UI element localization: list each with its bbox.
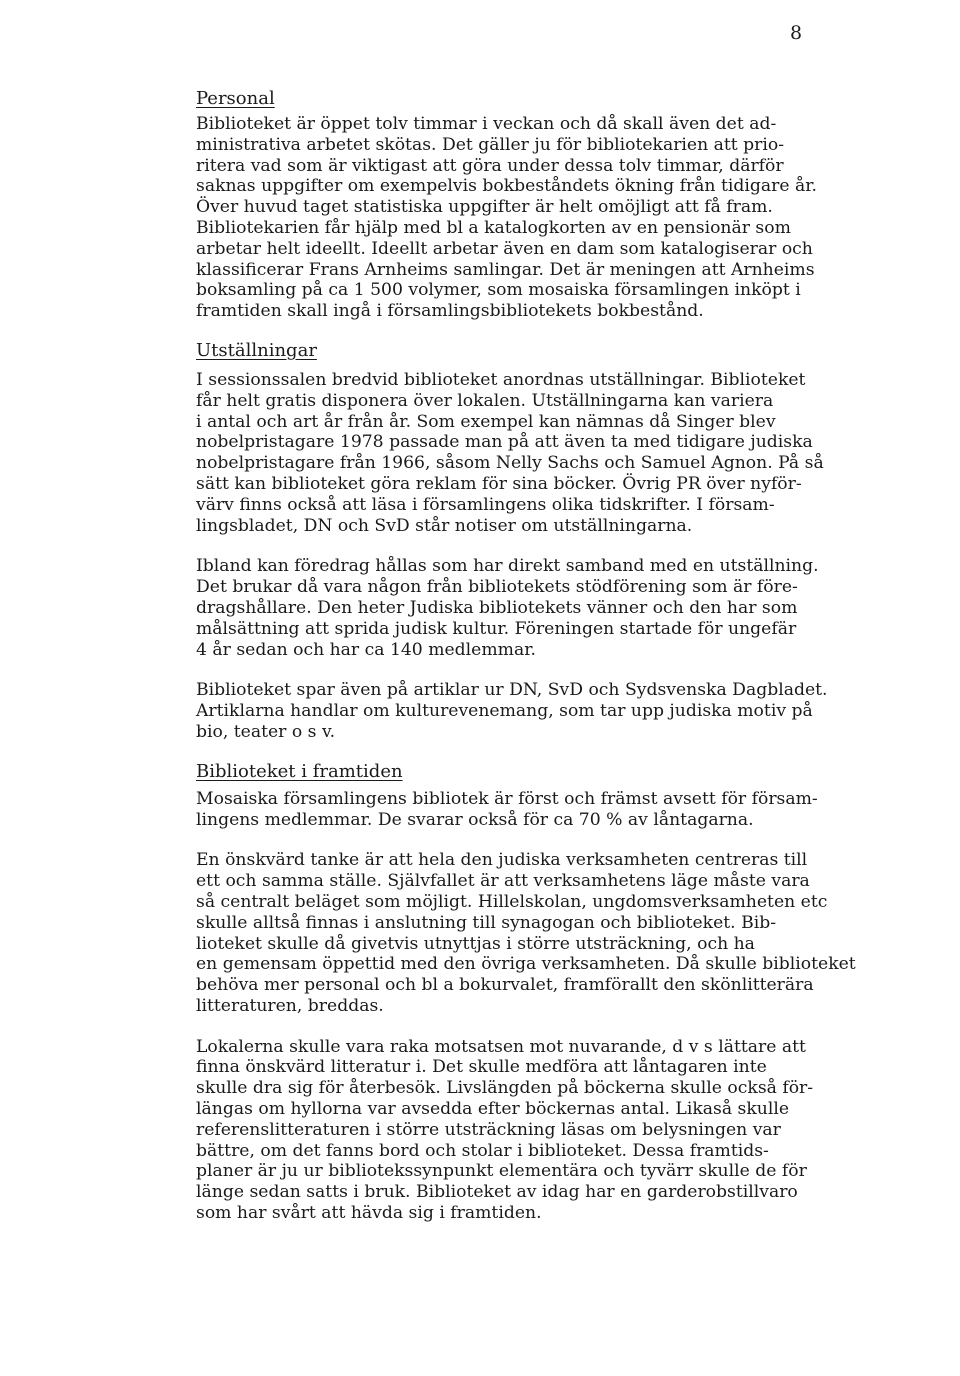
text-line: längas om hyllorna var avsedda efter böckernas antal. Likaså skulle <box>196 1099 790 1120</box>
text-line: planer är ju ur bibliotekssynpunkt elementära och tyvärr skulle de för <box>196 1161 807 1182</box>
text-line: skulle dra sig för återbesök. Livslängden på böckerna skulle också för- <box>196 1078 814 1099</box>
text-line: arbetar helt ideellt. Ideellt arbetar även en dam som katalogiserar och <box>196 238 813 259</box>
text-line: värv finns också att läsa i församlingens olika tidskrifter. I försam- <box>196 494 775 515</box>
paragraph <box>196 680 916 742</box>
text-line: finna önskvärd litteratur i. Det skulle medföra att låntagaren inte <box>196 1057 767 1078</box>
section-heading: Personal <box>196 88 275 109</box>
text-line: lioteket skulle då givetvis utnyttjas i större utsträckning, och ha <box>196 933 755 954</box>
text-line: Över huvud taget statistiska uppgifter är helt omöjligt att få fram. <box>196 197 773 218</box>
page-number: 8 <box>790 22 803 44</box>
text-line: dragshållare. Den heter Judiska bibliotekets vänner och den har som <box>196 597 798 618</box>
text-line: referenslitteraturen i större utsträckning läsas om belysningen var <box>196 1119 781 1140</box>
text-line: bio, teater o s v. <box>196 721 336 742</box>
text-line: Lokalerna skulle vara raka motsatsen mot nuvarande, d v s lättare att <box>196 1036 806 1057</box>
section-heading: Utställningar <box>196 339 317 361</box>
text-line: lingsbladet, DN och SvD står notiser om utställningarna. <box>196 515 693 536</box>
document-body <box>196 88 916 1224</box>
text-line: saknas uppgifter om exempelvis bokbeståndets ökning från tidigare år. <box>196 176 817 197</box>
text-line: ministrativa arbetet skötas. Det gäller ju för bibliotekarien att prio- <box>196 134 785 155</box>
text-line: Bibliotekarien får hjälp med bl a katalogkorten av en pensionär som <box>196 217 791 238</box>
text-line: Det brukar då vara någon från bibliotekets stödförening som är före- <box>196 577 798 598</box>
paragraph <box>196 114 916 322</box>
paragraph <box>196 1037 916 1224</box>
paragraph <box>196 850 916 1016</box>
text-line: som har svårt att hävda sig i framtiden. <box>196 1203 542 1224</box>
text-line: sätt kan biblioteket göra reklam för sina böcker. Övrig PR över nyför- <box>196 473 802 494</box>
text-line: 4 år sedan och har ca 140 medlemmar. <box>196 639 536 660</box>
section-biblioteket-i-framtiden <box>196 761 916 783</box>
text-line: Ibland kan föredrag hållas som har direkt samband med en utställning. <box>196 556 819 577</box>
text-line: Artiklarna handlar om kulturevenemang, som tar upp judiska motiv på <box>196 701 813 722</box>
text-line: behöva mer personal och bl a bokurvalet, framförallt den skönlitterära <box>196 975 814 996</box>
text-line: Biblioteket spar även på artiklar ur DN, SvD och Sydsvenska Dagbladet. <box>196 680 828 701</box>
text-line: skulle alltså finnas i anslutning till synagogan och biblioteket. Bib- <box>196 912 777 933</box>
text-line: i antal och art år från år. Som exempel kan nämnas då Singer blev <box>196 411 776 432</box>
text-line: litteraturen, breddas. <box>196 995 384 1016</box>
text-line: lingens medlemmar. De svarar också för ca 70 % av låntagarna. <box>196 809 754 830</box>
text-line: klassificerar Frans Arnheims samlingar. Det är meningen att Arnheims <box>196 259 815 280</box>
section-utstallningar <box>196 340 916 362</box>
paragraph <box>196 556 916 660</box>
text-line: ett och samma ställe. Självfallet är att verksamhetens läge måste vara <box>196 871 810 892</box>
text-line: får helt gratis disponera över lokalen. Utställningarna kan variera <box>196 390 774 411</box>
text-line: En önskvärd tanke är att hela den judiska verksamheten centreras till <box>196 850 808 871</box>
section-heading: Biblioteket i framtiden <box>196 760 403 782</box>
text-line: Mosaiska församlingens bibliotek är först och främst avsett för försam- <box>196 788 818 809</box>
text-line: Biblioteket är öppet tolv timmar i veckan och då skall även det ad- <box>196 114 777 134</box>
paragraph <box>196 370 916 536</box>
text-line: ritera vad som är viktigast att göra under dessa tolv timmar, därför <box>196 155 784 176</box>
text-line: nobelpristagare 1978 passade man på att även ta med tidigare judiska <box>196 432 813 453</box>
text-line: boksamling på ca 1 500 volymer, som mosaiska församlingen inköpt i <box>196 280 801 301</box>
text-line: länge sedan satts i bruk. Biblioteket av idag har en garderobstillvaro <box>196 1182 798 1203</box>
section-personal <box>196 88 916 110</box>
text-line: bättre, om det fanns bord och stolar i biblioteket. Dessa framtids- <box>196 1140 769 1161</box>
text-line: så centralt beläget som möjligt. Hillelskolan, ungdomsverksamheten etc <box>196 891 828 912</box>
text-line: målsättning att sprida judisk kultur. Föreningen startade för ungefär <box>196 618 797 639</box>
text-line: nobelpristagare från 1966, såsom Nelly Sachs och Samuel Agnon. På så <box>196 453 824 474</box>
paragraph <box>196 789 916 831</box>
text-line: I sessionssalen bredvid biblioteket anordnas utställningar. Biblioteket <box>196 369 806 390</box>
text-line: framtiden skall ingå i församlingsbibliotekets bokbestånd. <box>196 301 704 322</box>
text-line: en gemensam öppettid med den övriga verksamheten. Då skulle biblioteket <box>196 954 856 975</box>
